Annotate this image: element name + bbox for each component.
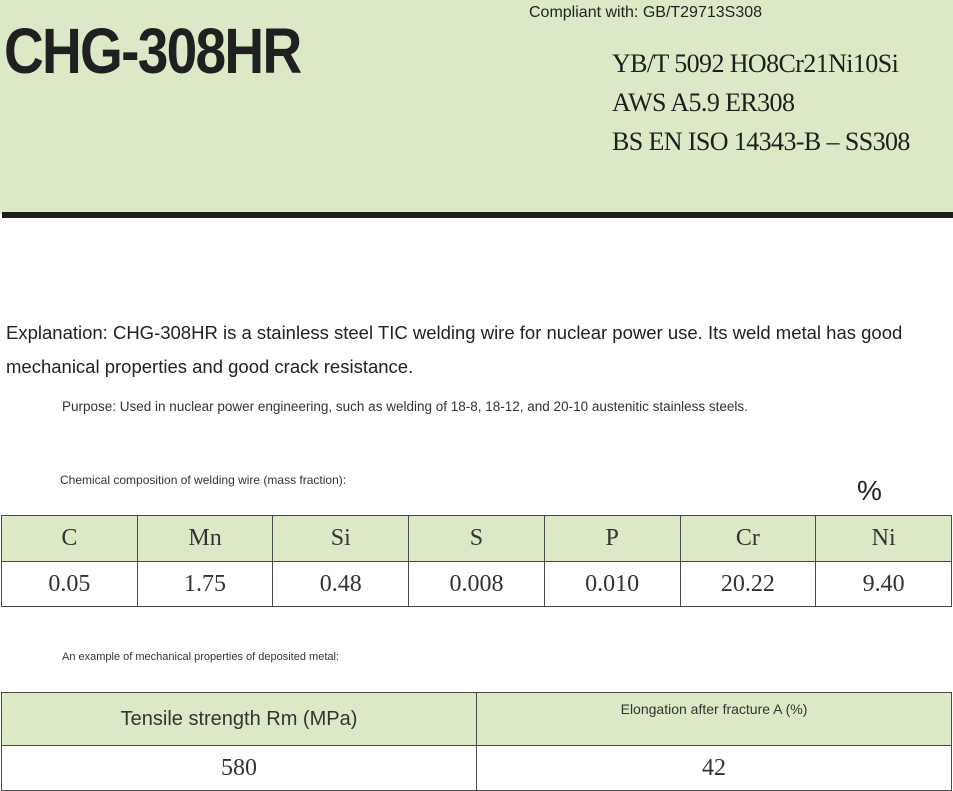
column-header: Tensile strength Rm (MPa) xyxy=(2,693,477,746)
chemical-caption: Chemical composition of welding wire (mass fraction): xyxy=(60,473,347,487)
purpose-text: Purpose: Used in nuclear power engineering, such as welding of 18-8, 18-12, and 20-10 austenitic stainless steels. xyxy=(62,399,748,414)
column-header: P xyxy=(544,516,680,562)
unit-label: % xyxy=(857,475,882,506)
mechanical-caption: An example of mechanical properties of deposited metal: xyxy=(62,651,339,663)
column-header: Cr xyxy=(680,516,816,562)
table-header-row xyxy=(2,516,952,562)
column-header: S xyxy=(409,516,545,562)
table-cell: 0.008 xyxy=(409,562,545,607)
column-header: Ni xyxy=(816,516,952,562)
column-header: Elongation after fracture A (%) xyxy=(477,693,952,746)
table-cell: 1.75 xyxy=(137,562,273,607)
standard-item: YB/T 5092 HO8Cr21Ni10Si xyxy=(612,49,899,78)
header-divider xyxy=(2,212,953,218)
standard-item: AWS A5.9 ER308 xyxy=(612,88,795,117)
column-header: Si xyxy=(273,516,409,562)
table-cell: 0.05 xyxy=(2,562,138,607)
table-cell: 42 xyxy=(477,746,952,791)
table-cell: 9.40 xyxy=(816,562,952,607)
column-header: C xyxy=(2,516,138,562)
table-cell: 0.010 xyxy=(544,562,680,607)
standard-item: BS EN ISO 14343-B – SS308 xyxy=(612,127,910,156)
compliance-note: Compliant with: GB/T29713S308 xyxy=(529,4,763,21)
header-banner xyxy=(0,0,953,214)
table-cell: 580 xyxy=(2,746,477,791)
column-header: Mn xyxy=(137,516,273,562)
product-title: CHG-308HR xyxy=(4,15,301,87)
chemical-composition-table xyxy=(1,515,952,607)
mechanical-properties-table xyxy=(1,692,952,791)
table-row xyxy=(2,746,952,791)
table-cell: 0.48 xyxy=(273,562,409,607)
table-cell: 20.22 xyxy=(680,562,816,607)
explanation-text: Explanation: CHG-308HR is a stainless steel TIC welding wire for nuclear power use. Its weld metal has good mechanical properties and good crack resistance. xyxy=(6,322,903,377)
table-row xyxy=(2,562,952,607)
standards-list xyxy=(612,44,910,161)
table-header-row xyxy=(2,693,952,746)
